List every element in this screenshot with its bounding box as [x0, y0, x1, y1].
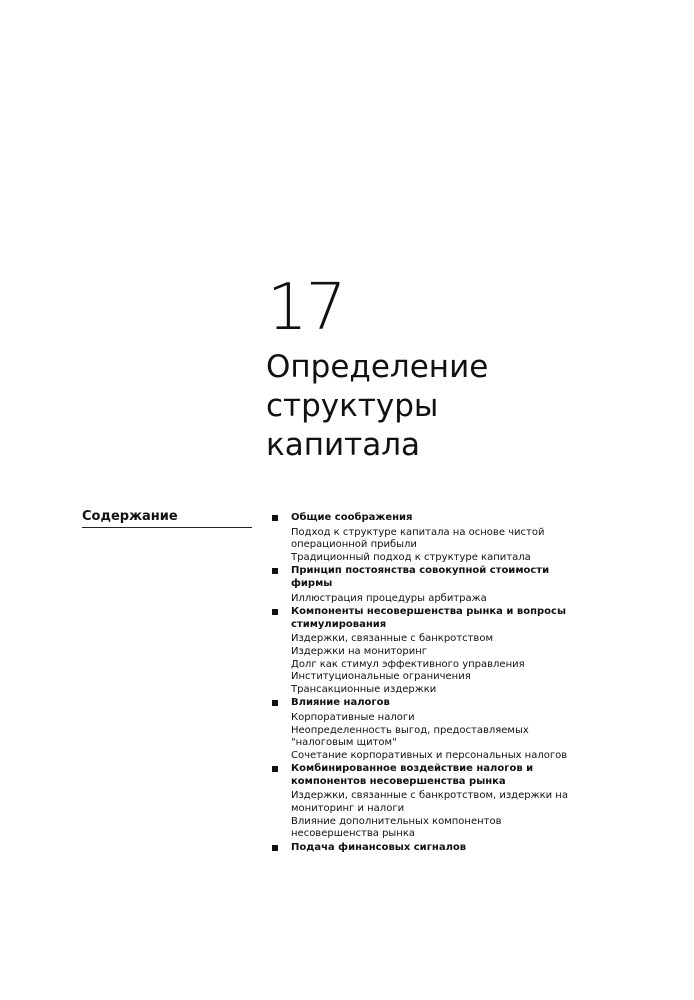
toc-section-title: Компоненты несовершенства рынка и вопросы стимулирования	[272, 606, 584, 631]
toc-item: Иллюстрация процедуры арбитража	[291, 592, 487, 604]
toc-section	[272, 697, 584, 762]
contents-heading: Содержание	[82, 509, 252, 528]
toc-section-title: Комбинированное воздействие налогов и компонентов несовершенства рынка	[272, 763, 584, 788]
toc-item: Институциональные ограничения	[291, 671, 471, 683]
toc-item: Подход к структуре капитала на основе чистой операционной прибыли	[291, 526, 545, 551]
toc-item: Долг как стимул эффективного управления	[291, 658, 525, 670]
toc-subitems	[272, 527, 584, 565]
toc-subitems	[272, 712, 584, 762]
toc-item: Традиционный подход к структуре капитала	[291, 551, 531, 563]
toc-subitems	[272, 790, 584, 840]
toc-section-title: Влияние налогов	[272, 697, 584, 710]
toc-item: Трансакционные издержки	[291, 683, 437, 695]
toc-section	[272, 565, 584, 605]
toc-subitems	[272, 593, 584, 606]
toc-item: Сочетание корпоративных и персональных налогов	[291, 749, 568, 761]
toc-section-title: Подача финансовых сигналов	[272, 842, 584, 855]
table-of-contents	[272, 512, 584, 856]
toc-section	[272, 842, 584, 855]
toc-section-title: Общие соображения	[272, 512, 584, 525]
toc-section	[272, 763, 584, 841]
bullet-icon	[272, 568, 278, 574]
chapter-title	[266, 348, 586, 465]
toc-item: Влияние дополнительных компонентов несовершенства рынка	[291, 815, 502, 840]
toc-section	[272, 606, 584, 696]
toc-item: Издержки, связанные с банкротством, издержки на мониторинг и налоги	[291, 790, 568, 815]
toc-item: Издержки на мониторинг	[291, 645, 428, 657]
toc-subitems	[272, 633, 584, 696]
bullet-icon	[272, 700, 278, 706]
chapter-title-line: Определение	[266, 349, 489, 385]
chapter-number: 17	[267, 271, 345, 345]
chapter-title-line: структуры	[266, 388, 439, 424]
bullet-icon	[272, 609, 278, 615]
toc-item: Корпоративные налоги	[291, 711, 415, 723]
toc-item: Издержки, связанные с банкротством	[291, 633, 493, 645]
toc-section-title: Принцип постоянства совокупной стоимости фирмы	[272, 565, 584, 590]
chapter-title-line: капитала	[266, 427, 421, 463]
bullet-icon	[272, 766, 278, 772]
bullet-icon	[272, 515, 278, 521]
toc-item: Неопределенность выгод, предоставляемых "налоговым щитом"	[291, 724, 529, 749]
bullet-icon	[272, 845, 278, 851]
toc-section	[272, 512, 584, 564]
